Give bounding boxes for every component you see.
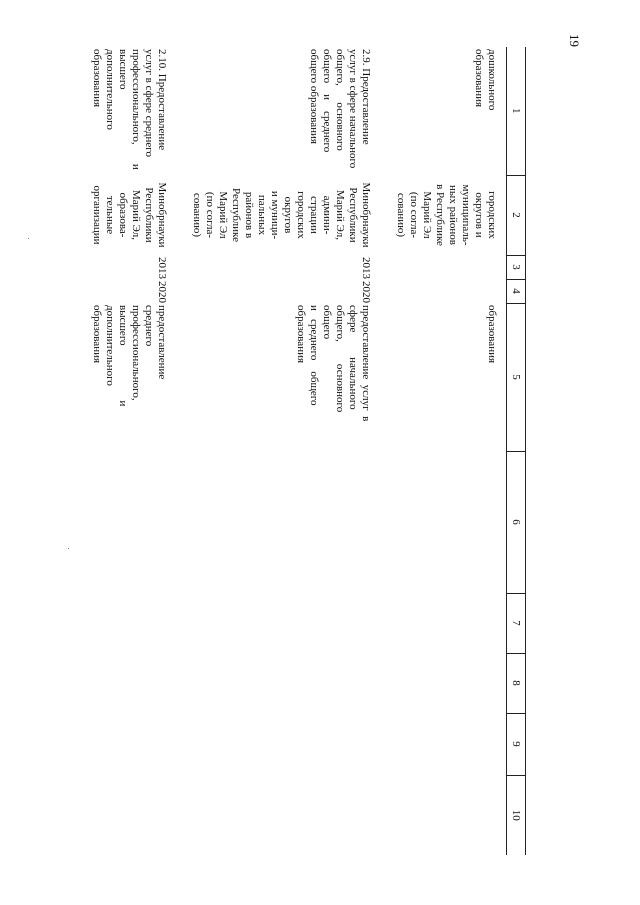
column-header: 2 — [507, 175, 526, 255]
cell-end-year: 2020 — [156, 281, 168, 303]
cell-result: предоставление среднего профессионального, высшего и дополнительного образования — [91, 305, 168, 407]
cell-executor: Минобрнауки Республики Марий Эл, админи- страции городских округов и муници- пальных районов в Республике Марий Эл (по согла- сованию) — [191, 182, 372, 248]
cell-empty — [176, 713, 380, 775]
cell-end-year: 2020 — [360, 281, 372, 303]
column-header: 10 — [507, 775, 526, 855]
cell-empty — [76, 593, 176, 653]
column-header: 4 — [507, 279, 526, 303]
cell-empty — [176, 653, 380, 713]
cell-empty — [76, 713, 176, 775]
cell-executor: городских округов и муниципаль- ных районов в Республике Марий Эл (по согла- сованию) — [395, 184, 498, 246]
cell-empty — [76, 653, 176, 713]
cell-executor: Минобрнауки Республики Марий Эл, образова- тельные организации — [91, 182, 168, 248]
column-header: 3 — [507, 255, 526, 279]
cell-end-year — [380, 279, 507, 303]
table-row — [76, 47, 176, 855]
cell-start-year: 2013 — [360, 257, 372, 279]
cell-measure: 2.10. Предоставление услуг в сфере среднего профессионального, и высшего дополнительного образования — [91, 49, 168, 170]
scan-speck — [68, 548, 69, 549]
table-row — [176, 47, 380, 855]
rotated-table-frame — [91, 47, 526, 855]
cell-empty — [76, 775, 176, 855]
cell-empty — [380, 775, 507, 855]
column-header: 9 — [507, 713, 526, 775]
column-header: 6 — [507, 451, 526, 593]
cell-empty — [176, 775, 380, 855]
table-row — [380, 47, 507, 855]
column-header: 1 — [507, 47, 526, 175]
column-header: 5 — [507, 303, 526, 451]
cell-empty — [380, 653, 507, 713]
program-table — [76, 47, 526, 855]
column-header: 7 — [507, 593, 526, 653]
cell-measure: дошкольного образования — [473, 49, 498, 111]
cell-empty — [380, 713, 507, 775]
table-header-row — [507, 47, 526, 855]
page-number: 19 — [567, 34, 582, 47]
cell-result: предоставление услуг в сфере начального общего, основного общего и среднего общего образования — [295, 305, 372, 422]
cell-measure: 2.9. Предоставление услуг в сфере начального общего, основного общего и среднего общего образования — [308, 49, 372, 169]
cell-start-year — [380, 255, 507, 279]
cell-empty — [76, 451, 176, 593]
cell-result: образования — [486, 305, 498, 364]
cell-empty — [380, 593, 507, 653]
cell-start-year: 2013 — [156, 257, 168, 279]
column-header: 8 — [507, 653, 526, 713]
cell-empty — [176, 593, 380, 653]
cell-empty — [380, 451, 507, 593]
cell-empty — [176, 451, 380, 593]
scan-speck — [28, 238, 29, 239]
